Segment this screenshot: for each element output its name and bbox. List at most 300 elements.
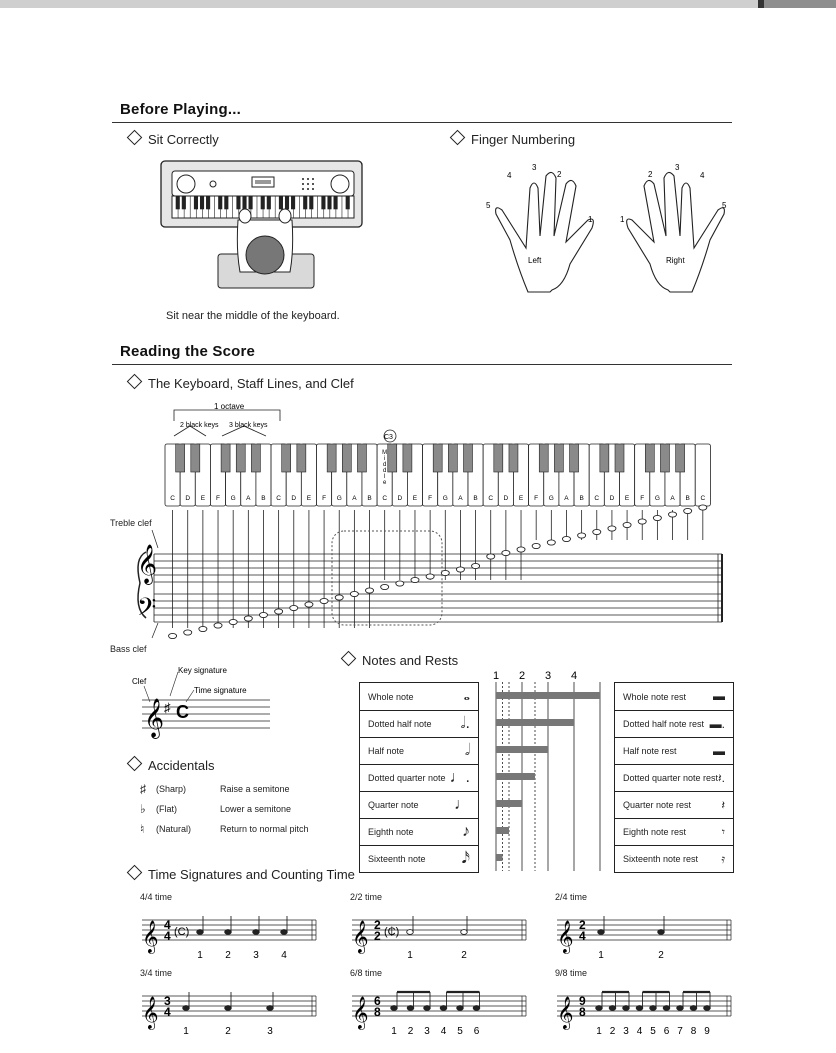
staff-note xyxy=(456,567,464,572)
key-letter: E xyxy=(306,495,312,502)
left-finger-3: 3 xyxy=(532,163,537,172)
time-sig-bottom: 8 xyxy=(579,1005,586,1019)
three-black-keys-label: 3 black keys xyxy=(229,422,268,429)
key-letter: A xyxy=(246,495,251,502)
treble-clef-symbol: 𝄞 xyxy=(352,921,369,952)
subheading-time-signatures xyxy=(126,867,355,882)
staff-note xyxy=(169,633,177,638)
two-black-keys-label: 2 black keys xyxy=(180,422,219,429)
count-number: 5 xyxy=(650,1026,656,1037)
black-key xyxy=(282,444,291,472)
staff-note xyxy=(669,512,677,517)
left-finger-5: 5 xyxy=(486,201,491,210)
key-letter: C xyxy=(276,495,281,502)
count-number: 2 xyxy=(225,1026,231,1037)
count-number: 2 xyxy=(461,950,467,961)
key-letter: F xyxy=(322,495,327,502)
count-number: 1 xyxy=(596,1026,602,1037)
staff-note xyxy=(472,563,480,568)
key-letter: G xyxy=(442,495,448,502)
c3-label: C3 xyxy=(384,434,393,441)
key-letter: B xyxy=(685,495,690,502)
beat-duration-chart xyxy=(490,666,610,876)
right-finger-2: 2 xyxy=(648,170,653,179)
rest-symbol-icon: ▬. xyxy=(709,717,725,731)
staff-note xyxy=(244,616,252,621)
rest-symbol-icon: ▬ xyxy=(713,744,725,758)
sitting-illustration xyxy=(160,160,370,290)
staff-note xyxy=(517,547,525,552)
black-key xyxy=(221,444,230,472)
key-letter: G xyxy=(654,495,660,502)
note-head xyxy=(440,1006,447,1011)
key-signature-symbol: ♯ xyxy=(164,700,171,715)
treble-clef-symbol: 𝄞 xyxy=(142,921,159,952)
time-signature-symbol: C xyxy=(176,702,189,722)
time-sig-bottom: 4 xyxy=(579,929,586,943)
black-key xyxy=(660,444,669,472)
left-finger-2: 2 xyxy=(557,170,562,179)
note-head xyxy=(267,1006,274,1011)
middle-label-char: e xyxy=(383,480,387,486)
time-sig-bottom: 8 xyxy=(374,1005,381,1019)
note-symbol-icon: ♩. xyxy=(449,769,470,786)
staff-note xyxy=(653,515,661,520)
key-letter: D xyxy=(291,495,297,502)
black-key xyxy=(600,444,609,472)
rest-name: Sixteenth note rest xyxy=(623,854,699,864)
section-divider xyxy=(112,122,732,123)
key-letter: A xyxy=(458,495,463,502)
black-key xyxy=(176,444,185,472)
count-number: 7 xyxy=(677,1026,683,1037)
rest-row xyxy=(615,845,733,872)
count-number: 3 xyxy=(267,1026,273,1037)
black-key xyxy=(509,444,518,472)
note-symbol-icon: 𝅘𝅥𝅯 xyxy=(461,850,470,867)
rest-symbol-icon: 𝄿 xyxy=(721,852,725,866)
note-row xyxy=(360,845,478,872)
key-letter: D xyxy=(397,495,403,502)
bass-clef-label: Bass clef xyxy=(110,644,147,654)
left-finger-4: 4 xyxy=(507,171,512,180)
black-key xyxy=(554,444,563,472)
note-head xyxy=(598,930,605,935)
keyboard-heading-text: The Keyboard, Staff Lines, and Clef xyxy=(148,376,354,391)
count-number: 1 xyxy=(183,1026,189,1037)
count-number: 2 xyxy=(609,1026,616,1037)
count-number: 6 xyxy=(473,1026,480,1037)
key-letter: C xyxy=(488,495,494,502)
staff-note xyxy=(305,602,313,607)
duration-bar xyxy=(496,773,535,780)
beat-number: 3 xyxy=(544,670,552,682)
key-letter: G xyxy=(230,495,236,502)
staff-note xyxy=(547,540,555,545)
time-sig-top: 4 xyxy=(164,918,171,932)
rest-name: Quarter note rest xyxy=(623,800,692,810)
count-number: 4 xyxy=(281,950,287,961)
note-row xyxy=(360,791,478,818)
note-head xyxy=(461,930,468,935)
count-number: 1 xyxy=(598,950,604,961)
time-signature-label: 3/4 time xyxy=(140,968,173,978)
middle-label-char: i xyxy=(384,456,386,462)
mini-black-key xyxy=(303,196,307,209)
count-number: 2 xyxy=(407,1026,414,1037)
staff-note xyxy=(623,522,631,527)
staff-note xyxy=(532,543,540,548)
page-top-bar xyxy=(0,0,836,8)
left-hand-label: Left xyxy=(528,256,542,265)
natural-name: (Natural) xyxy=(156,824,192,834)
note-head xyxy=(473,1006,480,1011)
mini-black-key xyxy=(243,196,247,209)
key-letter: F xyxy=(428,495,433,502)
middle-label-char: l xyxy=(384,474,386,480)
count-number: 4 xyxy=(440,1026,447,1037)
key-letter: A xyxy=(352,495,357,502)
time-sig-bottom: 4 xyxy=(164,1005,171,1019)
rest-row xyxy=(615,818,733,845)
diamond-icon xyxy=(450,130,466,146)
time-signature-label: Time signature xyxy=(194,686,247,695)
note-row xyxy=(360,764,478,791)
beat-number: 4 xyxy=(570,670,578,682)
black-key xyxy=(433,444,442,472)
key-letter: E xyxy=(624,495,630,502)
diamond-icon xyxy=(127,130,143,146)
rest-symbol-icon: 𝄽 xyxy=(721,798,725,812)
mini-black-key xyxy=(261,196,265,209)
count-number: 3 xyxy=(623,1026,629,1037)
accidentals-heading-text: Accidentals xyxy=(148,758,215,773)
rest-row xyxy=(615,737,733,764)
note-head xyxy=(658,930,665,935)
note-head xyxy=(596,1006,603,1011)
black-key xyxy=(448,444,457,472)
right-hand-label: Right xyxy=(666,256,685,265)
note-symbol-icon: 𝅗𝅥 xyxy=(464,742,470,759)
key-letter: D xyxy=(609,495,615,502)
black-key xyxy=(388,444,397,472)
black-key xyxy=(464,444,473,472)
duration-bar xyxy=(496,746,548,753)
black-key xyxy=(615,444,624,472)
staff-note xyxy=(487,554,495,559)
key-letter: E xyxy=(412,495,418,502)
count-number: 8 xyxy=(690,1026,697,1037)
middle-label-char: d xyxy=(383,462,387,468)
right-finger-5: 5 xyxy=(722,201,727,210)
mini-black-key xyxy=(334,196,338,209)
treble-clef-label: Treble clef xyxy=(110,518,152,528)
subheading-accidentals xyxy=(126,758,214,773)
time-sig-heading-text: Time Signatures and Counting Time xyxy=(148,867,355,882)
time-sig-top: 6 xyxy=(374,994,381,1008)
note-name: Whole note xyxy=(368,691,414,702)
mini-black-key xyxy=(291,196,295,209)
staff-note xyxy=(608,526,616,531)
duration-bar xyxy=(496,692,600,699)
note-name: Dotted quarter note xyxy=(368,773,446,783)
rest-row xyxy=(615,710,733,737)
note-head xyxy=(690,1006,697,1011)
mini-black-key xyxy=(218,196,222,209)
diamond-icon xyxy=(341,651,357,667)
staff-note xyxy=(350,591,358,596)
staff-note xyxy=(638,519,646,524)
time-signature-label: 6/8 time xyxy=(350,968,383,978)
bass-clef-symbol: 𝄢 xyxy=(137,594,157,627)
note-head xyxy=(391,1006,398,1011)
black-key xyxy=(494,444,503,472)
sit-heading-text: Sit Correctly xyxy=(148,132,219,147)
note-head xyxy=(407,930,414,935)
rest-symbol-icon: 𝄽. xyxy=(717,771,725,785)
note-head xyxy=(281,930,288,935)
note-row xyxy=(360,683,478,710)
key-letter: C xyxy=(382,495,388,502)
subheading-sit-correctly xyxy=(126,132,219,147)
key-letter: F xyxy=(216,495,221,502)
count-number: 3 xyxy=(424,1026,430,1037)
note-head xyxy=(225,930,232,935)
staff-note xyxy=(199,626,207,631)
mini-black-key xyxy=(237,196,241,209)
key-letter: F xyxy=(640,495,645,502)
staff-note xyxy=(259,612,267,617)
note-head xyxy=(704,1006,711,1011)
key-letter: F xyxy=(534,495,539,502)
mini-black-key xyxy=(200,196,204,209)
natural-icon: ♮ xyxy=(140,822,145,836)
note-head xyxy=(407,1006,414,1011)
rests-table xyxy=(614,682,734,873)
staff-note xyxy=(335,595,343,600)
key-letter: B xyxy=(261,495,266,502)
key-letter: A xyxy=(670,495,675,502)
staff-note xyxy=(229,619,237,624)
black-key xyxy=(342,444,351,472)
black-key xyxy=(539,444,548,472)
mini-black-key xyxy=(322,196,326,209)
duration-bar xyxy=(496,854,503,861)
section-divider-2 xyxy=(112,364,732,365)
key-letter: D xyxy=(185,495,191,502)
count-number: 1 xyxy=(197,950,203,961)
time-sig-bottom: 4 xyxy=(164,929,171,943)
staff-note xyxy=(275,609,283,614)
key-letter: G xyxy=(548,495,554,502)
note-name: Eighth note xyxy=(368,827,414,837)
count-number: 3 xyxy=(253,950,259,961)
staff-note xyxy=(562,536,570,541)
sit-caption: Sit near the middle of the keyboard. xyxy=(166,310,340,322)
note-head xyxy=(253,930,260,935)
section-title-before-playing: Before Playing... xyxy=(120,101,241,118)
note-head xyxy=(225,1006,232,1011)
time-signature-label: 2/4 time xyxy=(555,892,588,902)
mini-black-key xyxy=(206,196,210,209)
time-signature-staff xyxy=(140,982,320,1038)
diamond-icon xyxy=(127,756,143,772)
time-signature-staff xyxy=(555,906,735,962)
key-letter: D xyxy=(503,495,509,502)
key-letter: G xyxy=(336,495,342,502)
time-signature-staff xyxy=(140,906,320,962)
duration-bar xyxy=(496,800,522,807)
subheading-keyboard xyxy=(126,376,354,391)
flat-name: (Flat) xyxy=(156,804,177,814)
key-letter: B xyxy=(473,495,478,502)
staff-note xyxy=(411,577,419,582)
staff-note xyxy=(290,605,298,610)
key-letter: C xyxy=(700,495,706,502)
note-head xyxy=(197,930,204,935)
time-sig-top: 9 xyxy=(579,994,586,1008)
count-number: 5 xyxy=(457,1026,463,1037)
note-name: Quarter note xyxy=(368,800,419,810)
key-letter: A xyxy=(564,495,569,502)
note-head xyxy=(623,1006,630,1011)
staff-note xyxy=(426,574,434,579)
time-sig-alt: (₵) xyxy=(384,926,400,938)
time-signature-label: 9/8 time xyxy=(555,968,588,978)
key-letter: B xyxy=(367,495,372,502)
staff-note xyxy=(699,505,707,510)
black-key xyxy=(570,444,579,472)
key-letter: C xyxy=(594,495,600,502)
hands-illustration xyxy=(480,158,740,298)
treble-clef-symbol: 𝄞 xyxy=(557,921,574,952)
mini-black-key xyxy=(346,196,350,209)
note-name: Sixteenth note xyxy=(368,854,426,864)
note-name: Half note xyxy=(368,746,405,756)
clef-label: Clef xyxy=(132,677,147,686)
octave-label: 1 octave xyxy=(214,402,245,411)
note-head xyxy=(183,1006,190,1011)
rest-row xyxy=(615,791,733,818)
black-key xyxy=(357,444,366,472)
time-sig-alt: (C) xyxy=(174,926,190,938)
black-key xyxy=(297,444,306,472)
clef-key-time-diagram xyxy=(130,662,280,742)
staff-note xyxy=(578,533,586,538)
section-title-reading-score: Reading the Score xyxy=(120,343,256,360)
count-number: 4 xyxy=(636,1026,643,1037)
time-signature-label: 2/2 time xyxy=(350,892,383,902)
flat-desc: Lower a semitone xyxy=(220,804,292,814)
key-letter: E xyxy=(200,495,206,502)
staff-note xyxy=(396,581,404,586)
note-head xyxy=(609,1006,616,1011)
note-head xyxy=(424,1006,431,1011)
mini-black-key xyxy=(267,196,271,209)
accidentals-list xyxy=(140,782,340,842)
duration-bar xyxy=(496,719,574,726)
mini-black-key xyxy=(249,196,253,209)
duration-bar xyxy=(496,827,509,834)
note-head xyxy=(636,1006,643,1011)
diamond-icon xyxy=(127,374,143,390)
right-finger-3: 3 xyxy=(675,163,680,172)
mini-black-key xyxy=(279,196,283,209)
key-letter: E xyxy=(518,495,524,502)
staff-note xyxy=(184,630,192,635)
count-number: 1 xyxy=(407,950,413,961)
right-finger-1: 1 xyxy=(620,215,625,224)
notes-rests-heading-text: Notes and Rests xyxy=(362,653,459,668)
black-key xyxy=(236,444,245,472)
notes-table xyxy=(359,682,479,873)
note-row xyxy=(360,818,478,845)
note-symbol-icon: 𝅗𝅥. xyxy=(460,715,470,732)
subheading-finger-numbering xyxy=(449,132,575,147)
rest-symbol-icon: ▬ xyxy=(713,689,725,703)
left-finger-1: 1 xyxy=(588,215,593,224)
note-head xyxy=(663,1006,670,1011)
mini-black-key xyxy=(225,196,229,209)
note-symbol-icon: ♩ xyxy=(454,796,470,813)
treble-clef-symbol: 𝄞 xyxy=(137,545,158,583)
time-signature-staff xyxy=(350,906,530,962)
rest-symbol-icon: 𝄾 xyxy=(721,825,725,839)
time-sig-top: 3 xyxy=(164,994,171,1008)
time-signature-staff xyxy=(555,982,735,1038)
mini-black-key xyxy=(182,196,186,209)
count-number: 1 xyxy=(391,1026,397,1037)
count-number: 9 xyxy=(704,1026,710,1037)
note-row xyxy=(360,737,478,764)
sharp-desc: Raise a semitone xyxy=(220,784,290,794)
middle-label-char: d xyxy=(383,468,387,474)
note-symbol-icon: ♪ xyxy=(462,823,470,840)
treble-clef-symbol: 𝄞 xyxy=(352,997,369,1028)
staff-note xyxy=(366,588,374,593)
black-key xyxy=(645,444,654,472)
black-key xyxy=(191,444,200,472)
staff-note xyxy=(381,584,389,589)
subheading-notes-rests xyxy=(340,653,458,668)
staff-note xyxy=(593,529,601,534)
rest-name: Half note rest xyxy=(623,746,677,756)
sharp-name: (Sharp) xyxy=(156,784,187,794)
mini-black-key xyxy=(328,196,332,209)
mini-black-key xyxy=(176,196,180,209)
rest-row xyxy=(615,683,733,710)
time-sig-bottom: 2 xyxy=(374,929,381,943)
page-tab-marker xyxy=(758,0,836,8)
rest-name: Whole note rest xyxy=(623,691,687,702)
key-letter: C xyxy=(170,495,175,502)
beat-number: 2 xyxy=(518,670,526,682)
key-signature-label: Key signature xyxy=(178,666,227,675)
rest-row xyxy=(615,764,733,791)
time-signature-staff xyxy=(350,982,530,1038)
staff-note xyxy=(320,598,328,603)
note-head xyxy=(457,1006,464,1011)
mini-black-key xyxy=(285,196,289,209)
rest-name: Dotted half note rest xyxy=(623,719,705,729)
time-signature-label: 4/4 time xyxy=(140,892,173,902)
black-key xyxy=(251,444,260,472)
time-sig-top: 2 xyxy=(579,918,586,932)
clef-symbol: 𝄞 xyxy=(144,699,165,737)
right-finger-4: 4 xyxy=(700,171,705,180)
key-letter: B xyxy=(579,495,584,502)
note-symbol-icon: 𝅝 xyxy=(463,687,470,704)
